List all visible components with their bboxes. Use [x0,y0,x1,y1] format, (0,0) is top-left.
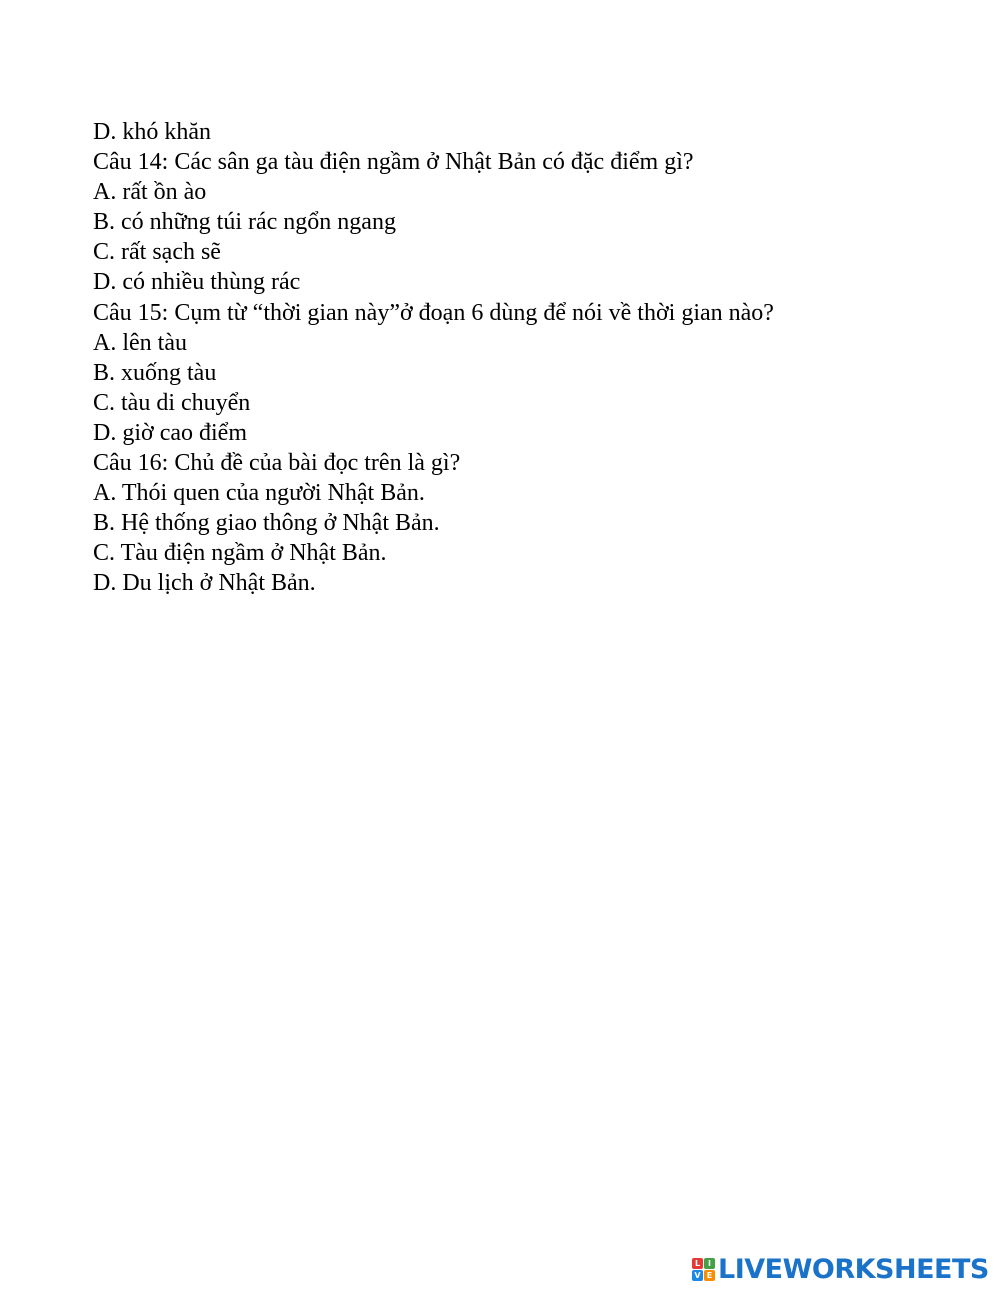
answer-option-15-c: C. tàu di chuyển [93,389,251,416]
logo-tile-l: L [692,1258,703,1269]
liveworksheets-logo-text: LIVEWORKSHEETS [718,1253,989,1285]
logo-tile-v: V [692,1270,703,1281]
answer-option-15-a: A. lên tàu [93,329,187,356]
answer-option-16-d: D. Du lịch ở Nhật Bản. [93,570,316,597]
question-14: Câu 14: Các sân ga tàu điện ngầm ở Nhật Bản có đặc điểm gì? [93,149,694,176]
worksheet-page [93,117,953,599]
answer-option-15-b: B. xuống tàu [93,359,217,386]
answer-option-14-b: B. có những túi rác ngổn ngang [93,209,396,236]
answer-option-16-b: B. Hệ thống giao thông ở Nhật Bản. [93,510,440,537]
liveworksheets-logo-icon [692,1258,715,1281]
answer-option-14-d: D. có nhiều thùng rác [93,269,301,296]
answer-option-15-d: D. giờ cao điểm [93,419,247,446]
answer-option-14-c: C. rất sạch sẽ [93,239,221,266]
logo-tile-i: I [704,1258,715,1269]
answer-option-14-a: A. rất ồn ào [93,179,207,206]
question-15: Câu 15: Cụm từ “thời gian này”ở đoạn 6 dùng để nói về thời gian nào? [93,299,774,326]
answer-option-16-c: C. Tàu điện ngầm ở Nhật Bản. [93,540,387,567]
question-16: Câu 16: Chủ đề của bài đọc trên là gì? [93,450,461,477]
answer-option-13-d: D. khó khăn [93,119,211,145]
liveworksheets-logo [692,1252,989,1286]
answer-option-16-a: A. Thói quen của người Nhật Bản. [93,480,425,507]
logo-tile-e: E [704,1270,715,1281]
